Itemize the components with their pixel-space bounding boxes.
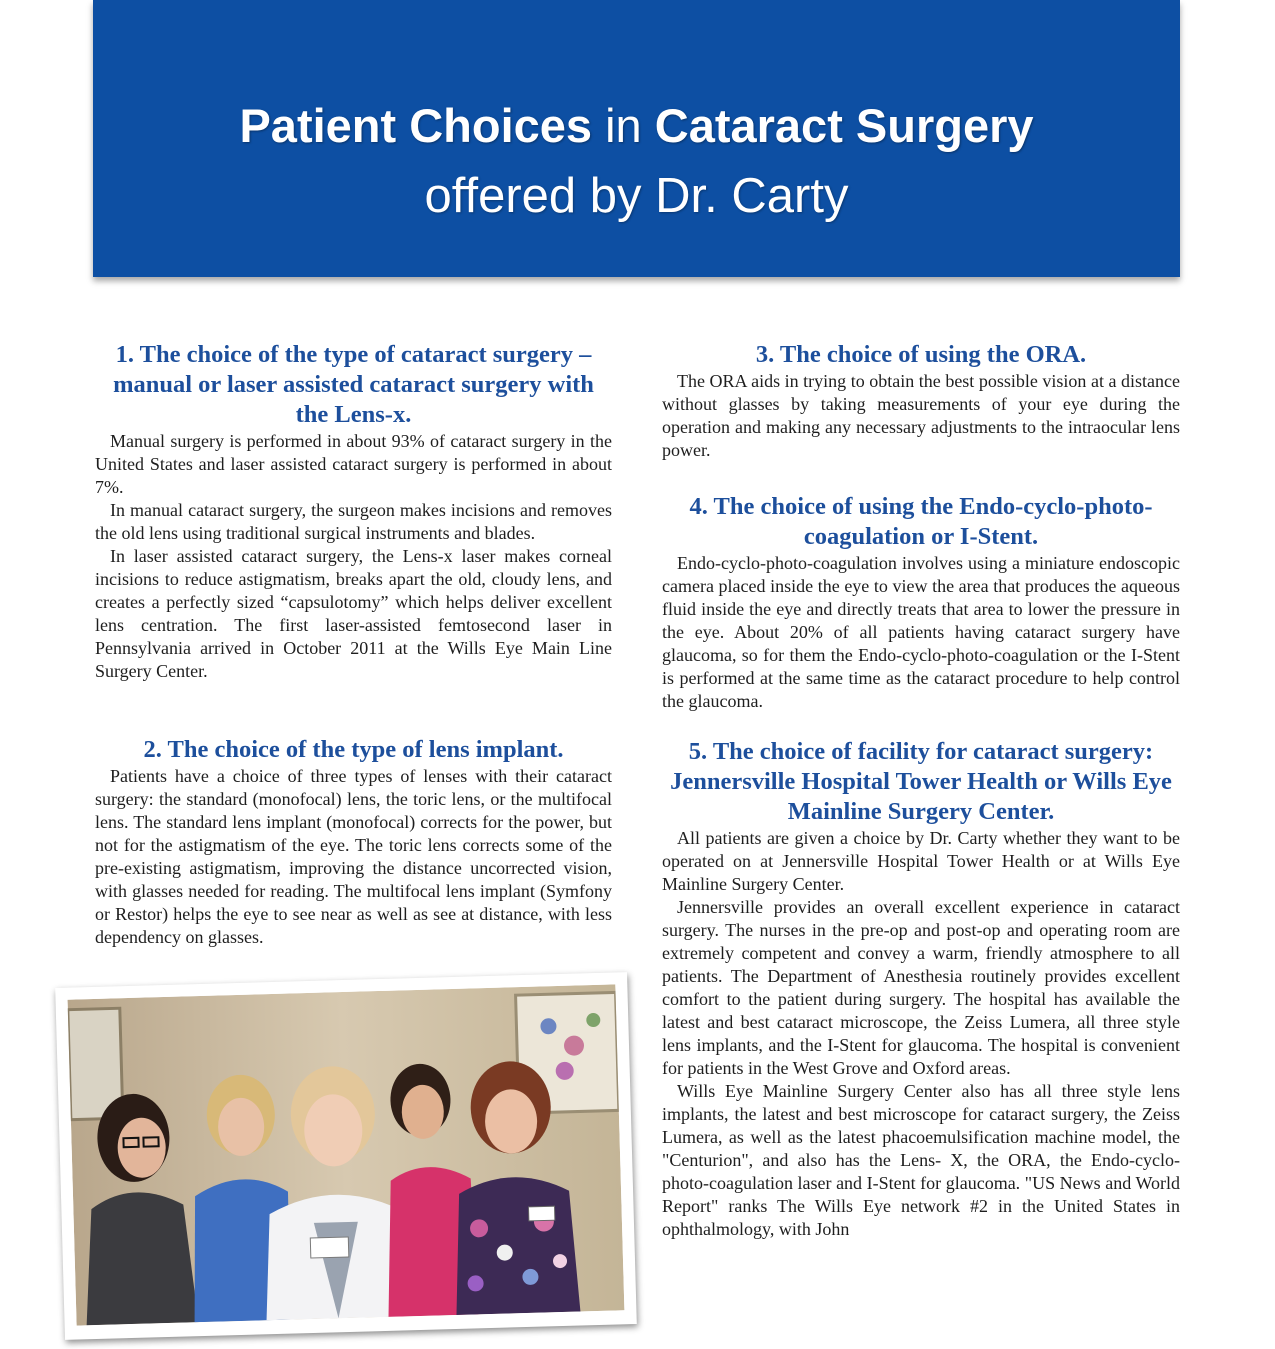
- title-bold-2: Cataract Surgery: [654, 99, 1034, 152]
- section-5-paragraph-1: All patients are given a choice by Dr. Carty whether they want to be operated on at Jennersville Hospital Tower Health or at Wills Eye Mainline Surgery Center.: [662, 828, 1180, 894]
- section-2-heading: 2. The choice of the type of lens implant.: [143, 736, 564, 763]
- section-1: [95, 340, 612, 683]
- title-banner: [93, 0, 1180, 277]
- section-1-paragraph-2: In manual cataract surgery, the surgeon makes incisions and removes the old lens using traditional surgical instruments and blades.: [95, 500, 612, 543]
- section-3-heading: 3. The choice of using the ORA.: [755, 341, 1087, 368]
- section-3-paragraph-1: The ORA aids in trying to obtain the best possible vision at a distance without glasses by taking measurements of your eye during the operation and making any necessary adjustments to the intraocular lens power.: [662, 371, 1180, 460]
- section-4: [662, 492, 1180, 713]
- section-4-paragraph-1: Endo-cyclo-photo-coagulation involves using a miniature endoscopic camera placed inside the eye to view the area that produces the aqueous fluid inside the eye and directly treats that area to lower the pressure in the eye. About 20% of all patients having cataract surgery have glaucoma, so for them the Endo-cyclo-photo-coagulation or the I-Stent is performed at the same time as the cataract procedure to help control the glaucoma.: [662, 553, 1180, 711]
- section-2: [95, 735, 612, 949]
- staff-photo-image: [68, 984, 625, 1325]
- section-1-heading: 1. The choice of the type of cataract surgery – manual or laser assisted cataract surgery with the Lens-x.: [113, 341, 594, 428]
- section-5-paragraph-2: Jennersville provides an overall excellent experience in cataract surgery. The nurses in the pre-op and post-op and operating room are extremely competent and convey a warm, friendly atmosphere to all patients. The Department of Anesthesia routinely provides excellent comfort to the patient during surgery. The hospital has available the latest and best cataract microscope, the Zeiss Lumera, all three style lens implants, and the I-Stent for glaucoma. The hospital is convenient for patients in the West Grove and Oxford areas.: [662, 897, 1180, 1078]
- page-title: [93, 96, 1180, 156]
- page-subtitle: offered by Dr. Carty: [424, 169, 849, 223]
- section-5: [662, 737, 1180, 1241]
- section-2-paragraph-1: Patients have a choice of three types of lenses with their cataract surgery: the standard (monofocal) lens, the toric lens, or the multifocal lens. The standard lens implant (monofocal) corrects for the power, but not for the astigmatism of the eye. The toric lens corrects some of the pre-existing astigmatism, improving the distance uncorrected vision, with glasses needed for reading. The multifocal lens implant (Symfony or Restor) helps the eye to see near as well as see at distance, with less dependency on glasses.: [95, 766, 612, 947]
- section-1-paragraph-1: Manual surgery is performed in about 93% of cataract surgery in the United States and laser assisted cataract surgery is performed in about 7%.: [95, 431, 612, 497]
- title-connector: in: [592, 99, 655, 152]
- staff-photo: [55, 972, 637, 1340]
- section-5-heading: 5. The choice of facility for cataract surgery: Jennersville Hospital Tower Health or Wills Eye Mainline Surgery Center.: [670, 738, 1172, 825]
- title-bold-1: Patient Choices: [239, 99, 593, 152]
- section-5-paragraph-3: Wills Eye Mainline Surgery Center also has all three style lens implants, the latest and best microscope for cataract surgery, the Zeiss Lumera, as well as the latest phacoemulsification machine model, the "Centurion", and also has the Lens- X, the ORA, the Endo-cyclo-photo-coagulation laser and I-Stent for glaucoma. "US News and World Report" ranks The Wills Eye network #2 in the United States in ophthalmology, with John: [662, 1081, 1180, 1239]
- section-1-paragraph-3: In laser assisted cataract surgery, the Lens-x laser makes corneal incisions to reduce astigmatism, breaks apart the old, cloudy lens, and creates a perfectly sized “capsulotomy” which helps deliver excellent lens centration. The first laser-assisted femtosecond laser in Pennsylvania arrived in October 2011 at the Wills Eye Main Line Surgery Center.: [95, 546, 612, 681]
- section-4-heading: 4. The choice of using the Endo-cyclo-photo-coagulation or I-Stent.: [689, 493, 1153, 550]
- section-3: [662, 340, 1180, 462]
